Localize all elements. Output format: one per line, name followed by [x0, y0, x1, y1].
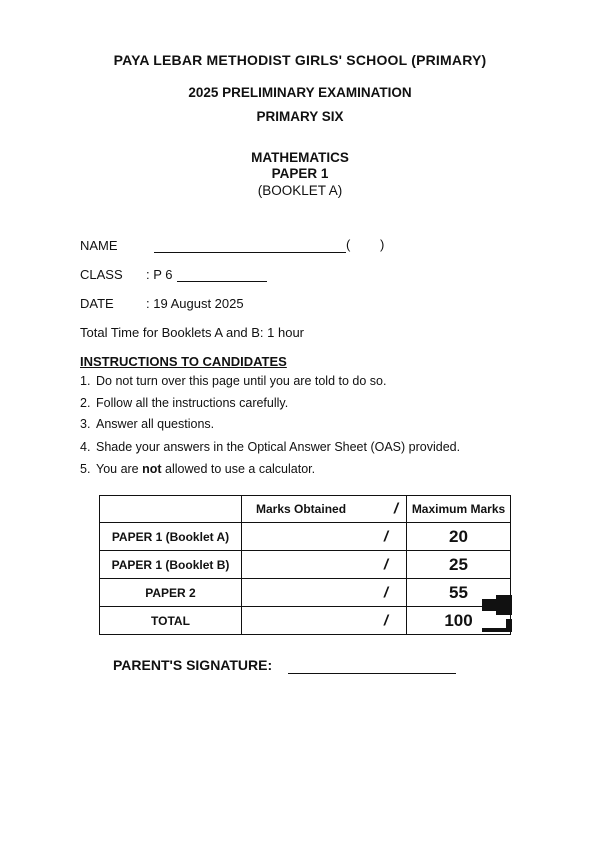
instruction-number: 4.	[80, 440, 91, 454]
table-row	[100, 579, 511, 607]
row-label: PAPER 2	[100, 579, 242, 607]
school-name: PAYA LEBAR METHODIST GIRLS' SCHOOL (PRIMARY)	[113, 52, 487, 68]
marks-table-header	[100, 496, 511, 523]
instruction-number: 2.	[80, 396, 91, 410]
scan-artifact-mark	[482, 595, 512, 635]
max-marks-value: 20	[407, 523, 511, 551]
marks-obtained-cell[interactable]	[242, 607, 407, 635]
date-label: DATE	[80, 296, 114, 311]
instruction-text-bold: not	[142, 462, 162, 476]
row-label: TOTAL	[100, 607, 242, 635]
date-value: : 19 August 2025	[146, 296, 244, 311]
instruction-text: Follow all the instructions carefully.	[96, 396, 289, 410]
paper-title: PAPER 1	[271, 166, 329, 181]
instruction-text: Answer all questions.	[96, 417, 215, 431]
table-row	[100, 523, 511, 551]
exam-title: 2025 PRELIMINARY EXAMINATION	[188, 85, 412, 100]
row-slash: /	[383, 584, 388, 601]
class-label: CLASS	[80, 267, 123, 282]
max-marks-value: 55	[407, 579, 511, 607]
name-field[interactable]	[154, 252, 346, 253]
max-marks-value: 100	[407, 607, 511, 635]
header-maximum-marks: Maximum Marks	[407, 496, 511, 523]
name-bracket-open: (	[346, 237, 351, 252]
total-time: Total Time for Booklets A and B: 1 hour	[80, 325, 305, 340]
booklet-title: (BOOKLET A)	[257, 183, 343, 198]
max-marks-value: 25	[407, 551, 511, 579]
instruction-text-before: You are	[96, 462, 143, 476]
level: PRIMARY SIX	[256, 109, 344, 124]
instruction-item	[80, 440, 460, 454]
marks-obtained-cell[interactable]	[242, 579, 407, 607]
header-blank-cell	[100, 496, 242, 523]
header-obtained-label: Marks Obtained	[256, 502, 347, 516]
header-marks-obtained	[242, 496, 407, 523]
instructions-heading: INSTRUCTIONS TO CANDIDATES	[80, 354, 287, 369]
instruction-number: 5.	[80, 462, 91, 476]
name-bracket-close: )	[380, 237, 385, 252]
subject: MATHEMATICS	[251, 150, 349, 165]
class-field[interactable]	[177, 281, 267, 282]
row-label: PAPER 1 (Booklet A)	[100, 523, 242, 551]
instruction-text-after: allowed to use a calculator.	[161, 462, 316, 476]
header-slash: /	[393, 500, 398, 518]
instruction-item	[80, 462, 315, 476]
row-label: PAPER 1 (Booklet B)	[100, 551, 242, 579]
instruction-text: Shade your answers in the Optical Answer Sheet (OAS) provided.	[96, 440, 461, 454]
marks-table	[99, 495, 511, 635]
row-slash: /	[383, 556, 388, 573]
row-slash: /	[383, 612, 388, 629]
table-row-total	[100, 607, 511, 635]
instruction-text: Do not turn over this page until you are told to do so.	[96, 374, 387, 388]
parent-signature-field[interactable]	[288, 673, 456, 674]
name-label: NAME	[80, 238, 118, 253]
instruction-item	[80, 417, 214, 431]
table-row	[100, 551, 511, 579]
row-slash: /	[383, 528, 388, 545]
instruction-item	[80, 374, 386, 388]
marks-obtained-cell[interactable]	[242, 523, 407, 551]
instruction-item	[80, 396, 288, 410]
marks-obtained-cell[interactable]	[242, 551, 407, 579]
parent-signature-label: PARENT'S SIGNATURE:	[113, 657, 273, 673]
class-prefix: : P 6	[146, 267, 173, 282]
instruction-number: 1.	[80, 374, 91, 388]
instruction-number: 3.	[80, 417, 91, 431]
